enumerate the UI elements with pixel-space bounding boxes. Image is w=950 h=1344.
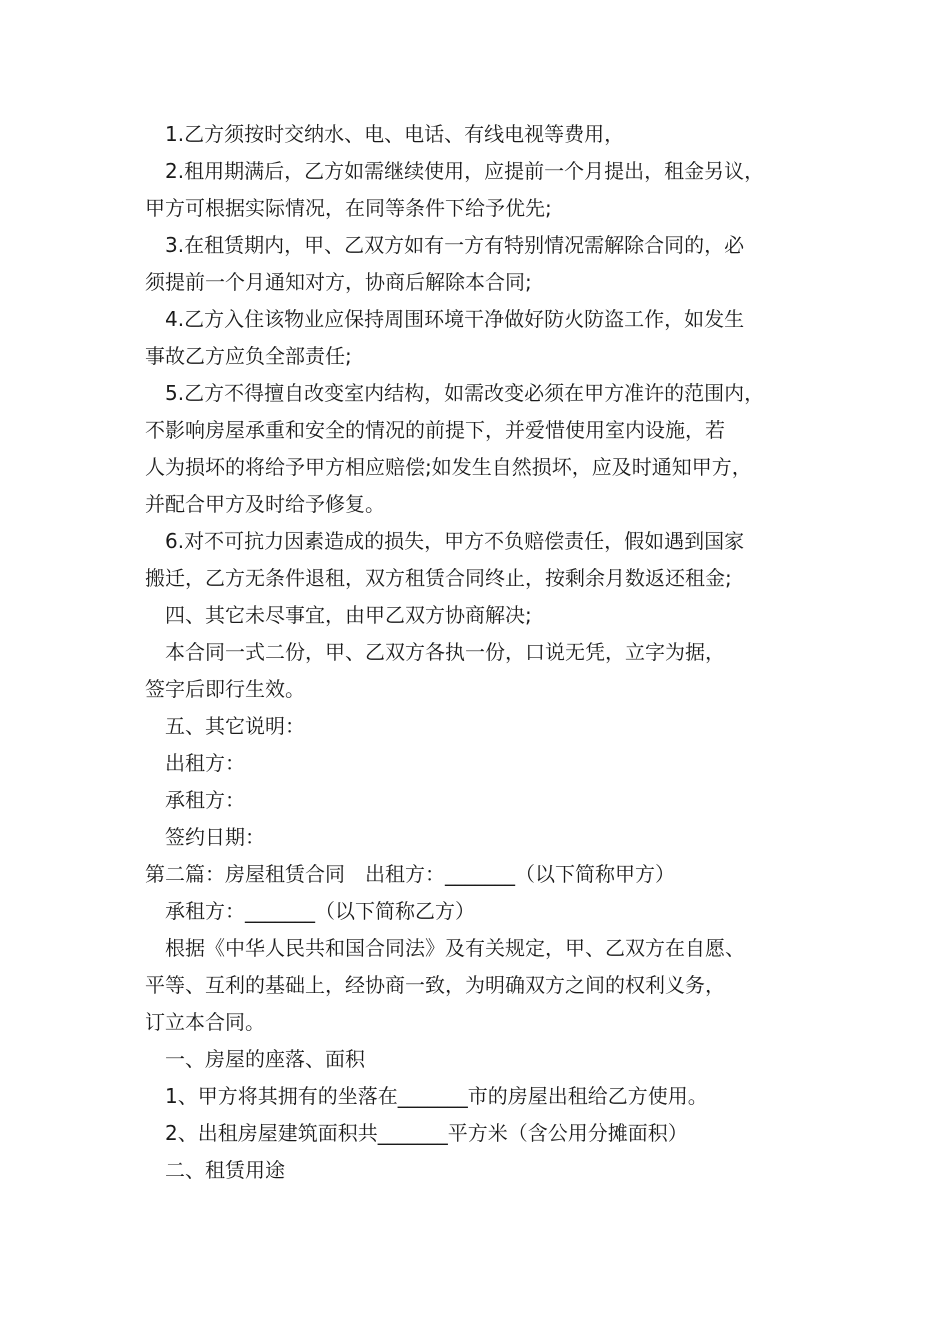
part-2-preamble-line-3: 订立本合同。 — [145, 1010, 265, 1034]
clause-2-line-1: 2.租用期满后，乙方如需继续使用，应提前一个月提出，租金另议， — [165, 159, 765, 183]
clause-5-line-4: 并配合甲方及时给予修复。 — [145, 492, 385, 516]
part-2-item-2: 2、出租房屋建筑面积共_______平方米（含公用分摊面积） — [165, 1121, 688, 1145]
section-5-heading: 五、其它说明： — [165, 714, 305, 738]
section-4-heading: 四、其它未尽事宜，由甲乙双方协商解决; — [165, 603, 532, 627]
clause-6-line-1: 6.对不可抗力因素造成的损失，甲方不负赔偿责任，假如遇到国家 — [165, 529, 745, 553]
copies-clause-line-1: 本合同一式二份，甲、乙双方各执一份，口说无凭，立字为据， — [165, 640, 725, 664]
lessee-signature-label: 承租方： — [165, 788, 245, 812]
copies-clause-line-2: 签字后即行生效。 — [145, 677, 305, 701]
clause-5-line-2: 不影响房屋承重和安全的情况的前提下，并爱惜使用室内设施，若 — [145, 418, 725, 442]
part-2-preamble-line-1: 根据《中华人民共和国合同法》及有关规定，甲、乙双方在自愿、 — [165, 936, 745, 960]
part-2-item-1: 1、甲方将其拥有的坐落在_______市的房屋出租给乙方使用。 — [165, 1084, 708, 1108]
clause-6-line-2: 搬迁，乙方无条件退租，双方租赁合同终止，按剩余月数返还租金; — [145, 566, 732, 590]
signing-date-label: 签约日期： — [165, 825, 265, 849]
clause-3-line-2: 须提前一个月通知对方，协商后解除本合同; — [145, 270, 532, 294]
clause-4-line-1: 4.乙方入住该物业应保持周围环境干净做好防火防盗工作，如发生 — [165, 307, 745, 331]
part-2-section-2-heading: 二、租赁用途 — [165, 1158, 285, 1182]
clause-3-line-1: 3.在租赁期内，甲、乙双方如有一方有特别情况需解除合同的，必 — [165, 233, 745, 257]
part-2-lessee: 承租方：_______（以下简称乙方） — [165, 899, 475, 923]
contract-text-body — [145, 116, 835, 1189]
clause-5-line-1: 5.乙方不得擅自改变室内结构，如需改变必须在甲方准许的范围内， — [165, 381, 765, 405]
part-2-section-1-heading: 一、房屋的座落、面积 — [165, 1047, 365, 1071]
lessor-signature-label: 出租方： — [165, 751, 245, 775]
clause-2-line-2: 甲方可根据实际情况，在同等条件下给予优先; — [145, 196, 552, 220]
clause-1-line-1: 1.乙方须按时交纳水、电、电话、有线电视等费用， — [165, 122, 625, 146]
clause-5-line-3: 人为损坏的将给予甲方相应赔偿;如发生自然损坏，应及时通知甲方， — [145, 455, 752, 479]
part-2-preamble-line-2: 平等、互利的基础上，经协商一致，为明确双方之间的权利义务， — [145, 973, 725, 997]
part-2-title-lessor: 第二篇：房屋租赁合同 出租方：_______（以下简称甲方） — [145, 862, 675, 886]
clause-4-line-2: 事故乙方应负全部责任; — [145, 344, 352, 368]
